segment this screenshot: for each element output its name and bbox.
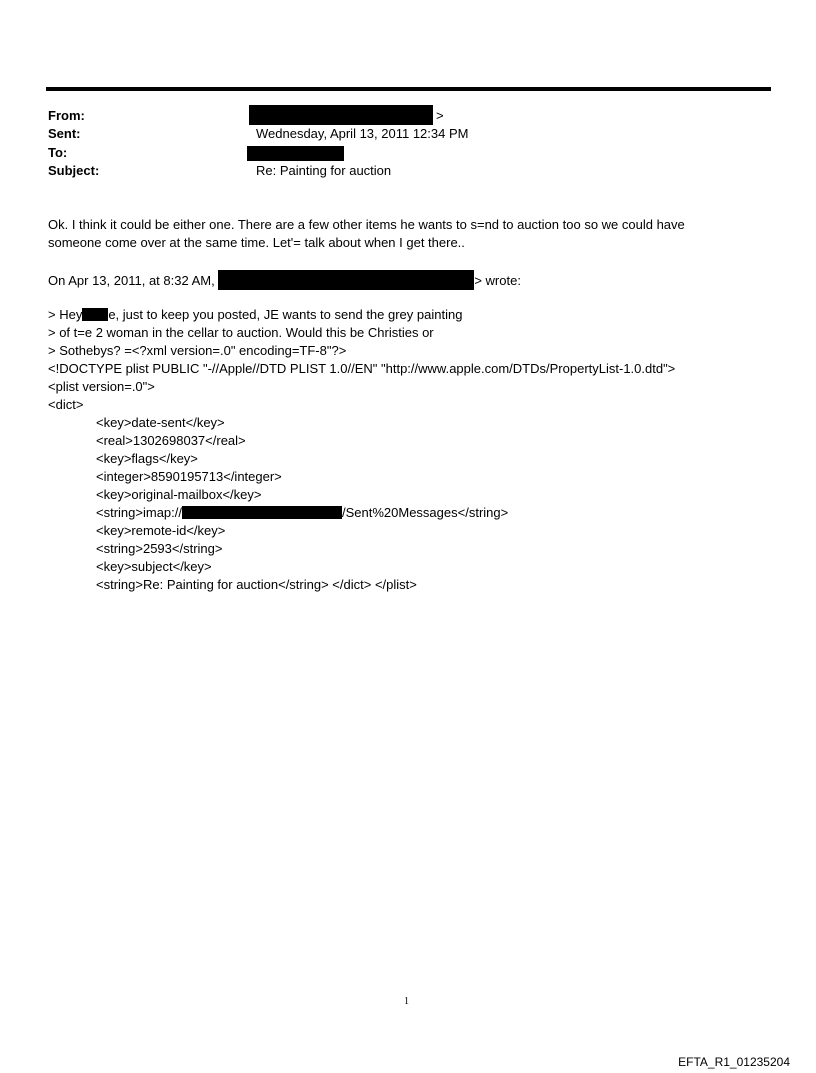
quote-line: > of t=e 2 woman in the cellar to auction. Would this be Christies or (48, 325, 434, 340)
body-line: someone come over at the same time. Let'= talk about when I get there.. (48, 235, 465, 250)
from-redaction (249, 105, 433, 125)
plist-line: <integer>8590195713</integer> (96, 469, 282, 484)
doctype-line: <!DOCTYPE plist PUBLIC "-//Apple//DTD PLIST 1.0//EN" "http://www.apple.com/DTDs/PropertyList-1.0.dtd"> (48, 361, 676, 376)
dict-open-line: <dict> (48, 397, 84, 412)
to-label: To: (48, 145, 68, 160)
plist-line: <key>subject</key> (96, 559, 212, 574)
subject-label: Subject: (48, 163, 100, 178)
plist-line: <key>date-sent</key> (96, 415, 225, 430)
plist-line: <string>Re: Painting for auction</string> </dict> </plist> (96, 577, 417, 592)
page-number: 1 (404, 996, 409, 1007)
plist-line: <key>flags</key> (96, 451, 198, 466)
plist-line: <key>remote-id</key> (96, 523, 226, 538)
quote-intro (48, 270, 521, 290)
imap-suffix: /Sent%20Messages</string> (342, 505, 509, 520)
to-redaction (247, 146, 344, 161)
subject-value: Re: Painting for auction (256, 163, 392, 178)
quote-intro-prefix: On Apr 13, 2011, at 8:32 AM, (48, 273, 215, 288)
body-line: Ok. I think it could be either one. There are a few other items he wants to s=nd to auction too so we could have (48, 217, 685, 232)
quote-line-prefix: > Hey (48, 307, 83, 322)
quote-line-suffix: e, just to keep you posted, JE wants to send the grey painting (108, 307, 463, 322)
quote-line (48, 306, 462, 324)
plist-open-line: <plist version=.0"> (48, 379, 155, 394)
sent-value: Wednesday, April 13, 2011 12:34 PM (256, 126, 469, 141)
from-suffix: > (436, 108, 444, 123)
sent-label: Sent: (48, 126, 81, 141)
plist-line (96, 504, 508, 522)
plist-line: <string>2593</string> (96, 541, 223, 556)
plist-line: <key>original-mailbox</key> (96, 487, 262, 502)
name-redaction (82, 308, 108, 321)
sender-redaction (218, 270, 474, 290)
quote-intro-suffix: > wrote: (474, 273, 521, 288)
quote-line: > Sothebys? =<?xml version=.0" encoding=TF-8"?> (48, 343, 347, 358)
email-redaction (182, 506, 342, 519)
imap-prefix: <string>imap:// (96, 505, 182, 520)
header-rule (46, 87, 771, 91)
plist-line: <real>1302698037</real> (96, 433, 246, 448)
from-label: From: (48, 108, 85, 123)
document-id: EFTA_R1_01235204 (678, 1055, 790, 1069)
